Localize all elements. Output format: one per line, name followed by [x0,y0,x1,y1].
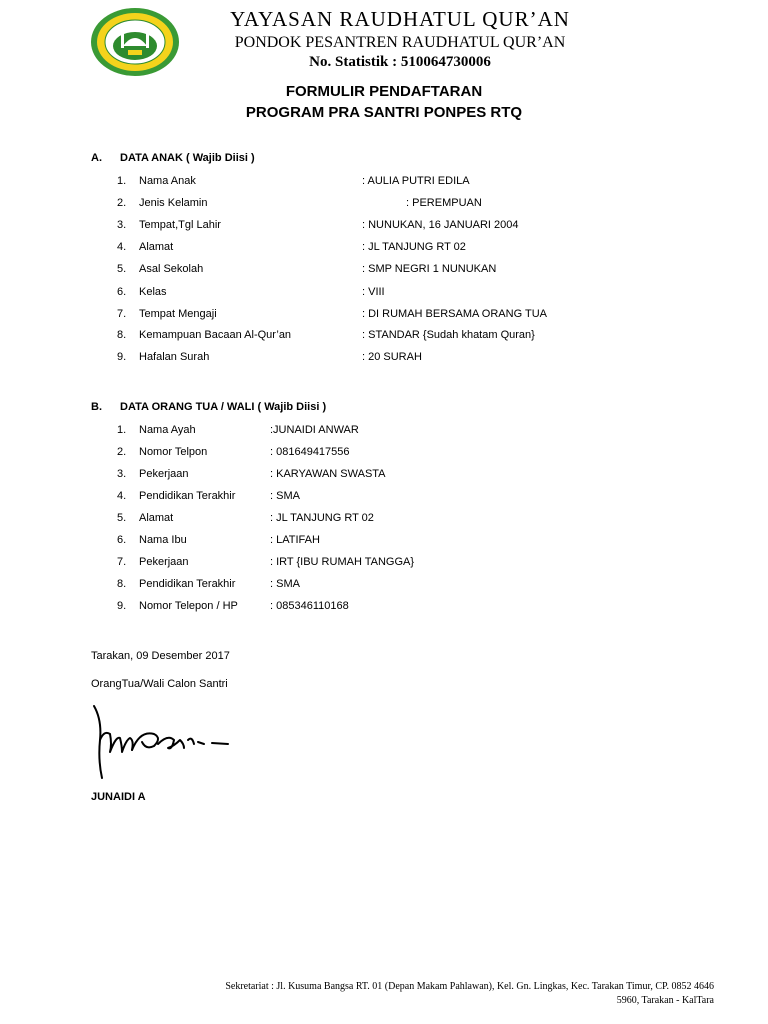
section-title: DATA ORANG TUA / WALI ( Wajib Diisi ) [120,401,327,413]
signer-name: JUNAIDI A [91,791,146,803]
row-label: Nama Ayah [139,424,196,436]
parent-data-row [0,600,768,616]
row-label: Asal Sekolah [139,263,204,275]
row-number: 7. [117,556,127,568]
row-number: 1. [117,175,127,187]
row-label: Kemampuan Bacaan Al-Qur’an [139,329,292,341]
row-label: Alamat [139,512,174,524]
row-number: 8. [117,329,127,341]
child-data-row [0,329,768,345]
row-value: : LATIFAH [270,534,320,546]
row-value: : IRT {IBU RUMAH TANGGA} [270,556,415,568]
row-number: 3. [117,219,127,231]
row-label: Pekerjaan [139,556,189,568]
row-value: : NUNUKAN, 16 JANUARI 2004 [362,219,519,231]
row-label: Pekerjaan [139,468,189,480]
row-label: Kelas [139,286,167,298]
row-value: : 081649417556 [270,446,350,458]
parent-data-row [0,534,768,550]
child-data-row [0,308,768,324]
row-value: : 20 SURAH [362,351,422,363]
row-number: 3. [117,468,127,480]
row-label: Pendidikan Terakhir [139,578,236,590]
child-data-row [0,351,768,367]
parent-data-row [0,468,768,484]
row-number: 6. [117,286,127,298]
row-number: 6. [117,534,127,546]
row-value: : KARYAWAN SWASTA [270,468,386,480]
row-number: 2. [117,197,127,209]
row-value: : JL TANJUNG RT 02 [362,241,466,253]
footer-address-line2: 5960, Tarakan - KalTara [616,995,714,1006]
row-number: 7. [117,308,127,320]
form-subtitle: PROGRAM PRA SANTRI PONPES RTQ [245,104,523,121]
row-value: : VIII [362,286,385,298]
row-label: Alamat [139,241,174,253]
section-letter: A. [91,152,102,164]
row-number: 8. [117,578,127,590]
child-data-row [0,197,768,213]
row-number: 5. [117,512,127,524]
row-value: : STANDAR {Sudah khatam Quran} [362,329,535,341]
row-value: : AULIA PUTRI EDILA [362,175,470,187]
row-value: : SMA [270,490,300,502]
row-value: : SMA [270,578,300,590]
row-label: Tempat Mengaji [139,308,217,320]
row-number: 5. [117,263,127,275]
handwritten-signature [88,700,258,790]
row-number: 9. [117,351,127,363]
row-value: : JL TANJUNG RT 02 [270,512,374,524]
row-number: 1. [117,424,127,436]
row-value: : 085346110168 [270,600,349,612]
parent-data-row [0,490,768,506]
row-number: 9. [117,600,127,612]
row-label: Jenis Kelamin [139,197,208,209]
row-label: Hafalan Surah [139,351,210,363]
row-label: Nomor Telpon [139,446,208,458]
row-label: Nomor Telepon / HP [139,600,238,612]
organization-subtitle: PONDOK PESANTREN RAUDHATUL QUR’AN [234,34,566,51]
child-data-row [0,263,768,279]
row-value: : DI RUMAH BERSAMA ORANG TUA [362,308,547,320]
section-letter: B. [91,401,102,413]
row-value: : PEREMPUAN [406,197,482,209]
row-label: Pendidikan Terakhir [139,490,236,502]
row-number: 4. [117,241,127,253]
row-value: :JUNAIDI ANWAR [270,424,359,436]
row-label: Nama Anak [139,175,196,187]
signer-role: OrangTua/Wali Calon Santri [91,678,228,690]
child-data-row [0,175,768,191]
parent-data-row [0,424,768,440]
parent-data-row [0,578,768,594]
place-date: Tarakan, 09 Desember 2017 [91,650,230,662]
row-label: Tempat,Tgl Lahir [139,219,221,231]
footer-address-line1: Sekretariat : Jl. Kusuma Bangsa RT. 01 (Depan Makam Pahlawan), Kel. Gn. Lingkas, Kec. Tarakan Timur, CP. 0852 4646 [225,981,714,992]
form-title: FORMULIR PENDAFTARAN [285,83,483,100]
row-number: 4. [117,490,127,502]
parent-data-row [0,512,768,528]
organization-name: YAYASAN RAUDHATUL QUR’AN [230,7,570,31]
row-number: 2. [117,446,127,458]
statistik-number: No. Statistik : 510064730006 [309,54,491,70]
row-value: : SMP NEGRI 1 NUNUKAN [362,263,497,275]
child-data-row [0,219,768,235]
section-title: DATA ANAK ( Wajib Diisi ) [120,152,255,164]
child-data-row [0,241,768,257]
parent-data-row [0,556,768,572]
row-label: Nama Ibu [139,534,187,546]
parent-data-row [0,446,768,462]
child-data-row [0,286,768,302]
